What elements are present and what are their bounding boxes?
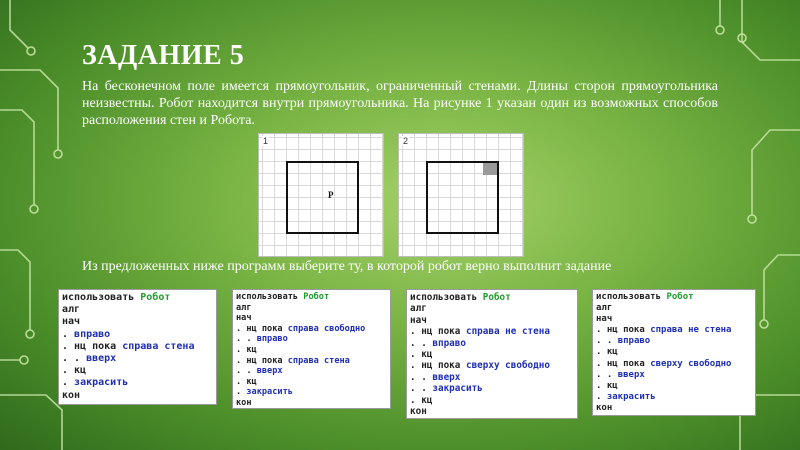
code-token: нач: [410, 314, 427, 326]
code-token: . нц пока: [596, 325, 651, 336]
code-line: [596, 303, 752, 314]
code-line: [62, 390, 213, 402]
code-token: . кц: [410, 349, 433, 361]
code-line: [236, 345, 387, 356]
code-token: вправо: [432, 337, 466, 349]
code-token: . кц: [236, 344, 257, 355]
code-token: вправо: [74, 328, 111, 340]
code-token: закрасить: [432, 383, 483, 395]
robot-marker: Р: [328, 190, 334, 200]
code-token: алг: [596, 303, 613, 314]
code-line: [596, 336, 752, 347]
code-line: [62, 353, 213, 365]
code-line: [410, 395, 574, 406]
figure-2: [398, 133, 524, 257]
code-token: использовать: [410, 292, 483, 303]
code-line: [236, 387, 387, 398]
code-token: справа не стена: [465, 326, 550, 338]
code-token: . .: [236, 366, 257, 377]
code-token: алг: [62, 304, 81, 316]
code-line: [62, 365, 213, 377]
code-line: [62, 304, 213, 316]
code-token: справа стена: [122, 340, 195, 352]
code-token: .: [62, 377, 75, 389]
code-token: закрасить: [74, 377, 129, 389]
code-token: закрасить: [246, 387, 293, 398]
code-token: . нц пока: [596, 358, 651, 369]
code-line: [410, 326, 574, 337]
code-token: сверху свободно: [465, 360, 550, 372]
code-token: . нц пока: [410, 360, 466, 372]
code-line: [596, 347, 752, 358]
code-token: использовать: [236, 292, 304, 302]
code-token: . .: [410, 383, 433, 395]
code-token: справа не стена: [650, 325, 732, 336]
code-token: вправо: [617, 336, 651, 347]
code-token: вверх: [86, 353, 117, 365]
code-line: [236, 303, 387, 314]
code-token: . .: [596, 369, 618, 380]
code-line: [236, 313, 387, 324]
code-token: сверху свободно: [650, 358, 732, 369]
code-token: вверх: [432, 371, 461, 383]
code-token: алг: [410, 303, 427, 315]
code-line: [596, 370, 752, 381]
code-line: [596, 359, 752, 370]
code-line: [410, 406, 574, 417]
code-line: [596, 381, 752, 392]
code-line: [236, 377, 387, 388]
code-token: . кц: [236, 376, 257, 387]
code-token: . кц: [410, 394, 433, 406]
code-token: . кц: [62, 365, 87, 377]
program-option-1[interactable]: [58, 289, 217, 405]
code-token: . нц пока: [62, 340, 123, 352]
slide-title: ЗАДАНИЕ 5: [82, 40, 245, 71]
code-token: закрасить: [606, 391, 656, 402]
code-token: использовать: [596, 292, 667, 302]
code-line: [62, 316, 213, 328]
code-line: [236, 356, 387, 367]
rectangle-walls: [286, 161, 359, 234]
code-line: [410, 372, 574, 383]
painted-cell: [483, 163, 497, 175]
code-line: [62, 377, 213, 389]
code-token: нач: [596, 314, 613, 325]
code-line: [236, 398, 387, 409]
code-token: кон: [62, 389, 81, 401]
task-description: На бесконечном поле имеется прямоугольник, ограниченный стенами. Длины сторон прямоугольника неизвестны. Робот находится внутри прямоугольника. На рисунке 1 указан один из возможных способов расположения стен и Робота.: [82, 79, 718, 128]
code-token: . .: [236, 334, 257, 345]
code-token: . нц пока: [236, 323, 288, 334]
code-line: [596, 325, 752, 336]
code-line: [596, 403, 752, 414]
code-line: [236, 366, 387, 377]
code-token: . кц: [596, 380, 618, 391]
code-token: алг: [236, 302, 252, 313]
code-line: [410, 383, 574, 394]
code-token: справа свободно: [287, 323, 366, 334]
code-line: [410, 338, 574, 349]
code-token: вверх: [256, 366, 283, 377]
code-token: . .: [596, 336, 618, 347]
figure-number: 2: [403, 136, 409, 146]
code-token: Робот: [666, 292, 694, 302]
code-token: .: [62, 328, 75, 340]
code-line: [596, 392, 752, 403]
code-line: [410, 315, 574, 326]
figure-1: [258, 133, 384, 257]
code-token: .: [236, 387, 247, 398]
code-token: . кц: [596, 347, 618, 358]
code-line: [236, 324, 387, 335]
code-token: . .: [410, 371, 433, 383]
code-line: [62, 292, 213, 304]
code-line: [596, 292, 752, 303]
code-token: использовать: [62, 292, 141, 303]
code-token: нач: [236, 313, 252, 324]
code-token: Робот: [303, 292, 330, 302]
code-token: . .: [62, 353, 87, 365]
code-line: [410, 303, 574, 314]
code-token: .: [596, 391, 607, 402]
program-option-2[interactable]: [232, 289, 391, 409]
code-line: [236, 334, 387, 345]
code-line: [410, 360, 574, 371]
code-token: кон: [596, 402, 613, 413]
program-option-4[interactable]: [592, 289, 756, 416]
code-line: [62, 329, 213, 341]
code-token: вправо: [256, 334, 288, 345]
code-line: [236, 292, 387, 303]
code-token: кон: [236, 397, 252, 408]
code-line: [410, 349, 574, 360]
task-question: Из предложенных ниже программ выберите ту, в которой робот верно выполнит задание: [82, 259, 612, 274]
code-token: . нц пока: [410, 326, 466, 338]
code-token: . нц пока: [236, 355, 288, 366]
code-token: нач: [62, 316, 81, 328]
code-token: справа стена: [287, 355, 350, 366]
code-line: [410, 292, 574, 303]
code-line: [596, 314, 752, 325]
program-option-3[interactable]: [406, 289, 578, 419]
code-token: кон: [410, 406, 427, 418]
code-token: Робот: [482, 292, 511, 303]
code-token: вверх: [617, 369, 645, 380]
code-line: [62, 341, 213, 353]
code-token: . .: [410, 337, 433, 349]
figure-number: 1: [263, 136, 269, 146]
code-token: Робот: [140, 292, 171, 303]
